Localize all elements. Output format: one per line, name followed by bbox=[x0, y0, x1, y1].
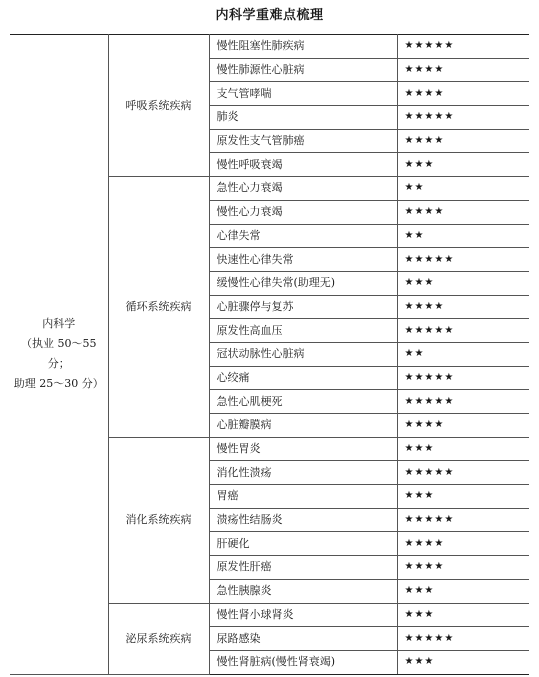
importance-stars-cell: ★★★★ bbox=[397, 129, 529, 153]
importance-stars-cell: ★★★★★ bbox=[397, 248, 529, 272]
disease-name-cell: 慢性阻塞性肺疾病 bbox=[209, 35, 397, 59]
importance-stars-cell: ★★★★★ bbox=[397, 35, 529, 59]
importance-stars-cell: ★★★★★ bbox=[397, 390, 529, 414]
disease-name-cell: 急性心肌梗死 bbox=[209, 390, 397, 414]
importance-stars-cell: ★★★ bbox=[397, 579, 529, 603]
importance-stars-cell: ★★★★ bbox=[397, 295, 529, 319]
disease-name-cell: 心脏骤停与复苏 bbox=[209, 295, 397, 319]
importance-stars-cell: ★★★★★ bbox=[397, 366, 529, 390]
disease-name-cell: 心绞痛 bbox=[209, 366, 397, 390]
importance-stars-cell: ★★ bbox=[397, 177, 529, 201]
disease-name-cell: 肝硬化 bbox=[209, 532, 397, 556]
importance-stars-cell: ★★★★★ bbox=[397, 508, 529, 532]
importance-stars-cell: ★★★ bbox=[397, 485, 529, 509]
importance-stars-cell: ★★★ bbox=[397, 153, 529, 177]
importance-stars-cell: ★★★★ bbox=[397, 82, 529, 106]
disease-name-cell: 慢性呼吸衰竭 bbox=[209, 153, 397, 177]
disease-name-cell: 原发性支气管肺癌 bbox=[209, 129, 397, 153]
disease-name-cell: 慢性肾小球肾炎 bbox=[209, 603, 397, 627]
importance-stars-cell: ★★★★★ bbox=[397, 461, 529, 485]
importance-stars-cell: ★★★★★ bbox=[397, 319, 529, 343]
importance-stars-cell: ★★★★★ bbox=[397, 106, 529, 130]
disease-name-cell: 急性心力衰竭 bbox=[209, 177, 397, 201]
disease-name-cell: 消化性溃疡 bbox=[209, 461, 397, 485]
disease-name-cell: 慢性心力衰竭 bbox=[209, 200, 397, 224]
importance-stars-cell: ★★★ bbox=[397, 437, 529, 461]
disease-name-cell: 缓慢性心律失常(助理无) bbox=[209, 271, 397, 295]
importance-stars-cell: ★★★★ bbox=[397, 414, 529, 438]
system-name-cell: 消化系统疾病 bbox=[108, 437, 209, 603]
disease-name-cell: 肺炎 bbox=[209, 106, 397, 130]
importance-stars-cell: ★★★ bbox=[397, 271, 529, 295]
category-name: 内科学 bbox=[42, 317, 76, 331]
system-name-cell: 呼吸系统疾病 bbox=[108, 35, 209, 177]
table-body bbox=[10, 35, 529, 675]
system-name-cell: 循环系统疾病 bbox=[108, 177, 209, 438]
disease-name-cell: 原发性肝癌 bbox=[209, 556, 397, 580]
disease-name-cell: 尿路感染 bbox=[209, 627, 397, 651]
importance-stars-cell: ★★★ bbox=[397, 650, 529, 674]
system-name-cell: 泌尿系统疾病 bbox=[108, 603, 209, 674]
disease-name-cell: 原发性高血压 bbox=[209, 319, 397, 343]
disease-name-cell: 慢性肺源性心脏病 bbox=[209, 58, 397, 82]
disease-name-cell: 急性胰腺炎 bbox=[209, 579, 397, 603]
disease-name-cell: 心脏瓣膜病 bbox=[209, 414, 397, 438]
disease-name-cell: 心律失常 bbox=[209, 224, 397, 248]
disease-name-cell: 慢性胃炎 bbox=[209, 437, 397, 461]
category-score-exec: （执业 50～55 分； bbox=[21, 337, 97, 371]
disease-name-cell: 支气管哮喘 bbox=[209, 82, 397, 106]
category-cell bbox=[10, 35, 108, 675]
importance-stars-cell: ★★★★ bbox=[397, 200, 529, 224]
importance-stars-cell: ★★ bbox=[397, 224, 529, 248]
importance-stars-cell: ★★ bbox=[397, 342, 529, 366]
key-points-table bbox=[10, 34, 529, 675]
category-score-assist: 助理 25～30 分） bbox=[13, 377, 104, 391]
disease-name-cell: 快速性心律失常 bbox=[209, 248, 397, 272]
disease-name-cell: 冠状动脉性心脏病 bbox=[209, 342, 397, 366]
disease-name-cell: 慢性肾脏病(慢性肾衰竭) bbox=[209, 650, 397, 674]
importance-stars-cell: ★★★★★ bbox=[397, 627, 529, 651]
page-title: 内科学重难点梳理 bbox=[215, 8, 324, 23]
disease-name-cell: 胃癌 bbox=[209, 485, 397, 509]
importance-stars-cell: ★★★★ bbox=[397, 532, 529, 556]
importance-stars-cell: ★★★★ bbox=[397, 58, 529, 82]
importance-stars-cell: ★★★★ bbox=[397, 556, 529, 580]
disease-name-cell: 溃疡性结肠炎 bbox=[209, 508, 397, 532]
table-row bbox=[10, 35, 529, 59]
importance-stars-cell: ★★★ bbox=[397, 603, 529, 627]
